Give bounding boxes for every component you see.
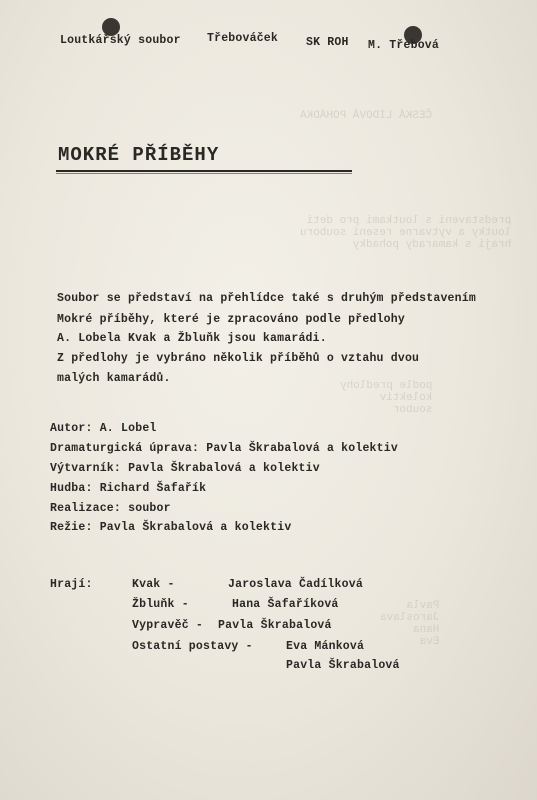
show-through-text: podle predlohy kolektiv soubor — [340, 380, 433, 416]
cast-actor: Pavla Škrabalová — [286, 659, 400, 672]
header-name: Třebováček — [207, 32, 279, 45]
intro-line: Z předlohy je vybráno několik příběhů o vztahu dvou — [57, 352, 420, 365]
intro-line: A. Lobela Kvak a Žbluňk jsou kamarádi. — [57, 332, 327, 345]
header-place: M. Třebová — [368, 39, 440, 52]
show-through-text: predstaveni s loutkami pro deti loutky a vytvarne reseni souboru hraji s kamarady pohadky — [300, 215, 512, 251]
credit-line: Realizace: soubor — [50, 502, 171, 515]
header-org: SK ROH — [306, 36, 349, 49]
intro-line: malých kamarádů. — [57, 372, 171, 385]
intro-line: Mokré příběhy, které je zpracováno podle předlohy — [57, 313, 405, 326]
cast-actor: Eva Mánková — [286, 640, 365, 653]
cast-label: Hrají: — [50, 578, 93, 591]
cast-role: Vypravěč - — [132, 619, 204, 632]
cast-role: Kvak - — [132, 578, 175, 591]
cast-role: Ostatní postavy - — [132, 640, 253, 653]
intro-line: Soubor se představí na přehlídce také s druhým představením — [57, 292, 476, 305]
title-underline-shadow — [56, 173, 352, 174]
cast-role: Žbluňk - — [132, 598, 189, 611]
credit-line: Hudba: Richard Šafařík — [50, 482, 207, 495]
credit-line: Výtvarník: Pavla Škrabalová a kolektiv — [50, 462, 320, 475]
show-through-text: ČESKÁ LIDOVÁ POHÁDKA — [300, 110, 433, 122]
header-group: Loutkářský soubor — [60, 34, 181, 47]
title-underline — [56, 170, 352, 172]
show-through-text: Pavla Jaroslava Hana Eva — [380, 600, 440, 648]
credit-line: Autor: A. Lobel — [50, 422, 157, 435]
cast-actor: Hana Šafaříková — [232, 598, 339, 611]
credit-line: Režie: Pavla Škrabalová a kolektiv — [50, 521, 292, 534]
cast-actor: Pavla Škrabalová — [218, 619, 332, 632]
cast-actor: Jaroslava Čadílková — [228, 578, 363, 591]
page-title: MOKRÉ PŘÍBĚHY — [58, 144, 220, 166]
credit-line: Dramaturgická úprava: Pavla Škrabalová a kolektiv — [50, 442, 398, 455]
